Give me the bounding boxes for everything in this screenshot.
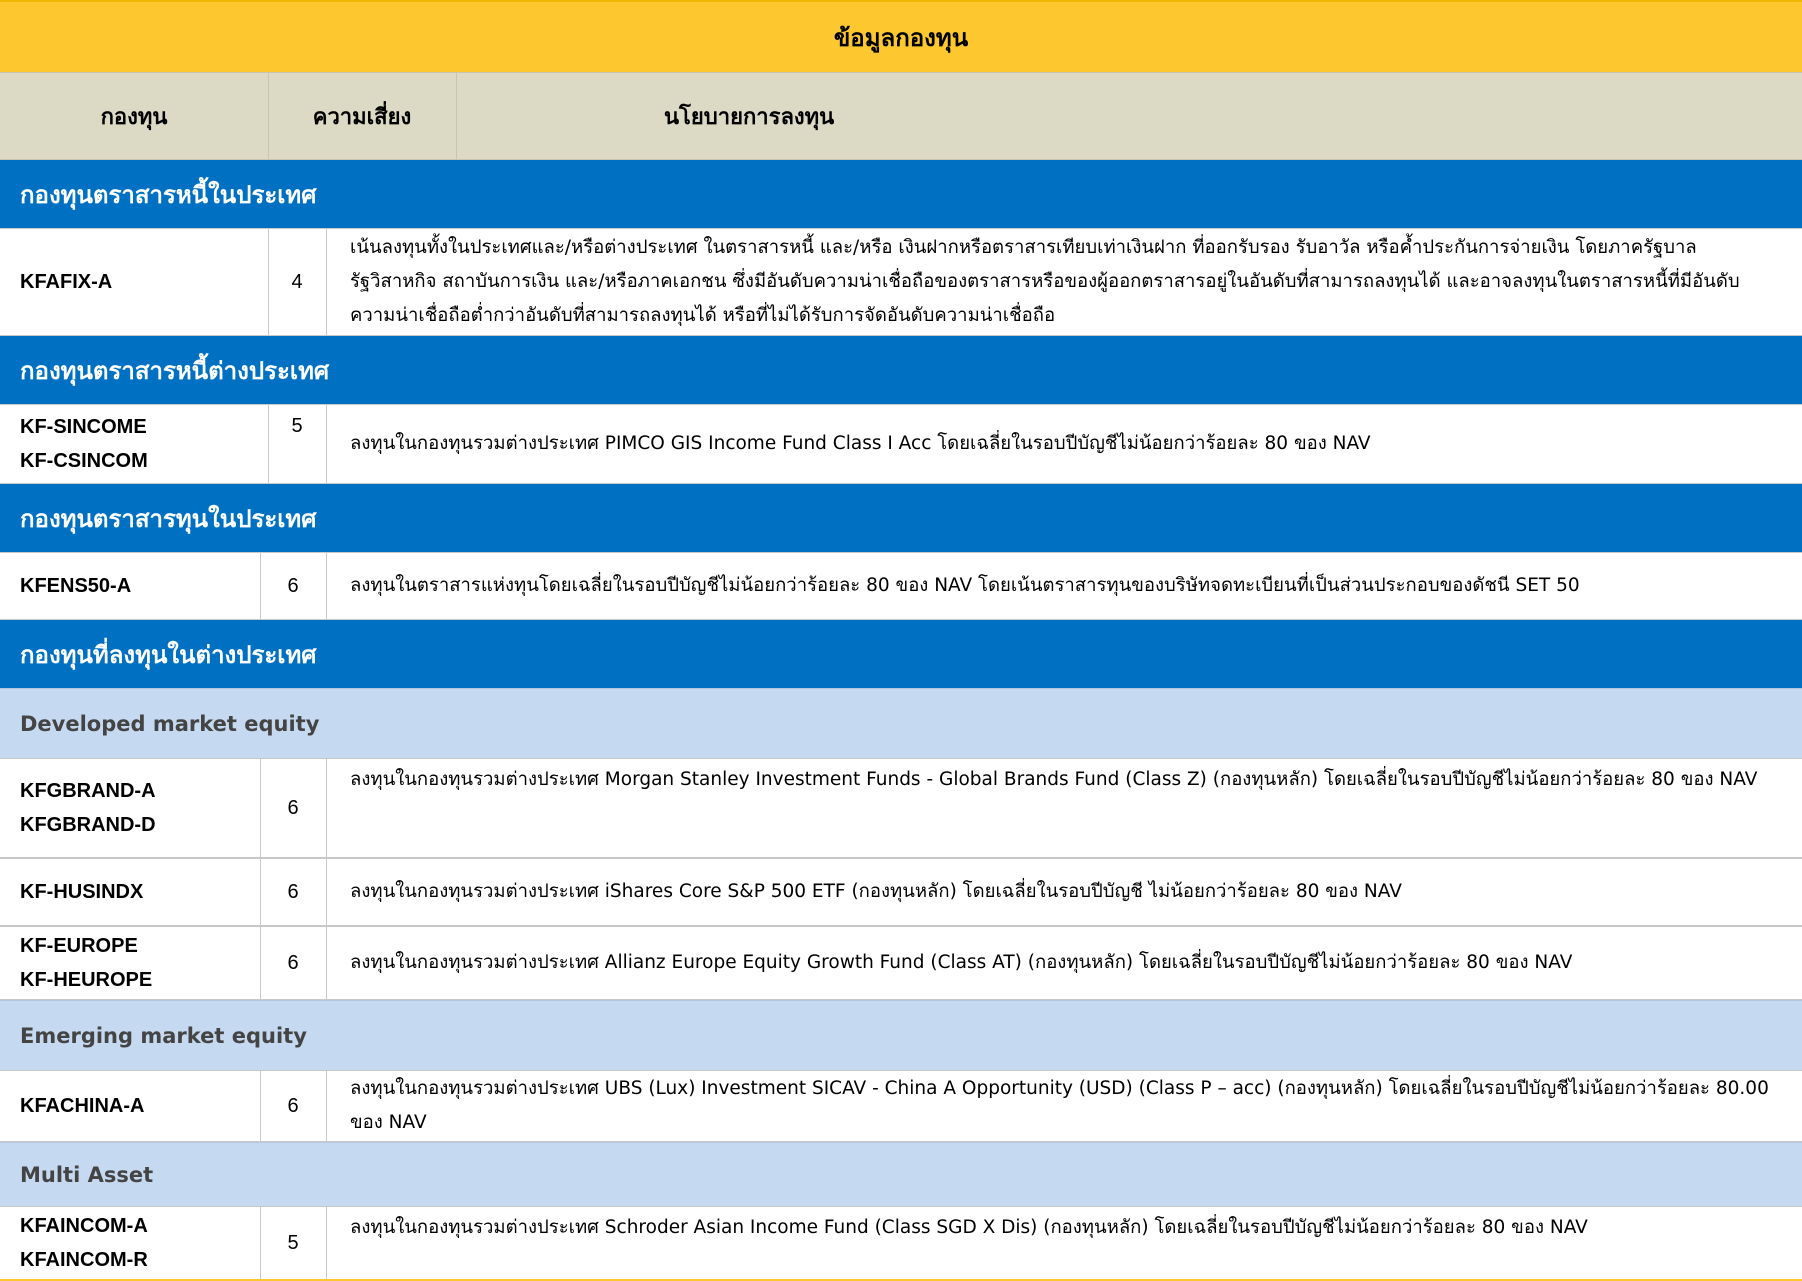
table-row [0,1070,1802,1142]
category-label: กองทุนที่ลงทุนในต่างประเทศ [20,640,317,669]
table-header [0,72,1802,160]
table-title-text: ข้อมูลกองทุน [833,23,969,52]
category-label: กองทุนตราสารหนี้ต่างประเทศ [20,356,330,385]
fund-code-cell [20,553,131,619]
fund-code: KF-CSINCOM [20,450,148,472]
table-row [0,404,1802,484]
policy-text: ลงทุนในกองทุนรวมต่างประเทศ Schroder Asian Income Fund (Class SGD X Dis) (กองทุนหลัก) โดยเฉลี่ยในรอบปีบัญชีไม่น้อยกว่าร้อยละ 80 ของ NAV [350,1217,1588,1238]
table-row [0,858,1802,926]
fund-code: KFGBRAND-D [20,814,156,836]
table-row [0,926,1802,1000]
fund-code: KF-HUSINDX [20,881,144,903]
risk-level: 6 [287,574,299,597]
cell-divider [326,1071,327,1141]
category-label: กองทุนตราสารหนี้ในประเทศ [20,180,317,209]
policy-text: ลงทุนในตราสารแห่งทุนโดยเฉลี่ยในรอบปีบัญชีไม่น้อยกว่าร้อยละ 80 ของ NAV โดยเน้นตราสารทุนของบริษัทจดทะเบียนที่เป็นส่วนประกอบของดัชนี SET 50 [350,575,1580,596]
risk-level: 5 [287,1231,299,1254]
policy-text: ลงทุนในกองทุนรวมต่างประเทศ Morgan Stanley Investment Funds - Global Brands Fund (Class Z) (กองทุนหลัก) โดยเฉลี่ยในรอบปีบัญชีไม่น้อยกว่าร้อยละ 80 ของ NAV [350,769,1758,790]
category-label: กองทุนตราสารทุนในประเทศ [20,504,317,533]
fund-code-cell [20,405,148,483]
table-row [0,552,1802,620]
cell-divider [326,553,327,619]
subcategory-emerging [0,1000,1802,1070]
header-divider [456,73,457,159]
subcategory-developed [0,688,1802,758]
risk-level: 6 [287,1094,299,1117]
category-foreign-investment [0,620,1802,688]
risk-level: 6 [287,796,299,819]
subcategory-label: Emerging market equity [20,1023,307,1048]
cell-divider [326,859,327,925]
fund-code: KFAFIX-A [20,271,113,293]
fund-code: KFGBRAND-A [20,780,156,802]
risk-level: 5 [291,415,303,437]
fund-code-cell [20,229,112,335]
fund-code-cell [20,759,156,857]
subcategory-multi-asset [0,1142,1802,1206]
category-domestic-debt [0,160,1802,228]
policy-text: เน้นลงทุนทั้งในประเทศและ/หรือต่างประเทศ ในตราสารหนี้ และ/หรือ เงินฝากหรือตราสารเทียบเท่าเงินฝาก ที่ออกรับรอง รับอาวัล หรือค้ำประกันการจ่ายเงิน โดยภาครัฐบาล รัฐวิสาหกิจ สถาบันการเงิน และ/หรือภาคเอกชน ซึ่งมีอันดับความน่าเชื่อถือของตราสารหรือของผู้ออกตราสารอยู่ในอันดับที่สามารถลงทุนได้ และอาจลงทุนในตราสารหนี้ที่มีอันดับความน่าเชื่อถือต่ำกว่าอันดับที่สามารถลงทุนได้ หรือที่ไม่ได้รับการจัดอันดับความน่าเชื่อถือ [350,237,1740,326]
table-row [0,228,1802,336]
subcategory-label: Multi Asset [20,1162,154,1187]
subcategory-label: Developed market equity [20,711,320,736]
category-domestic-equity [0,484,1802,552]
fund-code-cell [20,1071,144,1141]
header-risk: ความเสี่ยง [312,104,412,130]
fund-code-cell [20,859,143,925]
fund-code-cell [20,927,152,999]
cell-divider [326,229,327,335]
cell-divider [326,927,327,999]
fund-code: KFACHINA-A [20,1095,145,1117]
policy-text: ลงทุนในกองทุนรวมต่างประเทศ Allianz Europe Equity Growth Fund (Class AT) (กองทุนหลัก) โดยเฉลี่ยในรอบปีบัญชีไม่น้อยกว่าร้อยละ 80 ของ NAV [350,952,1573,973]
fund-code: KFENS50-A [20,575,132,597]
risk-level: 6 [287,880,299,903]
fund-code-cell [20,1207,148,1279]
table-row [0,758,1802,858]
cell-divider [326,405,327,483]
risk-level: 4 [291,270,303,293]
risk-level: 6 [287,951,299,974]
fund-code: KF-EUROPE [20,935,138,957]
policy-text: ลงทุนในกองทุนรวมต่างประเทศ UBS (Lux) Investment SICAV - China A Opportunity (USD) (Class P – acc) (กองทุนหลัก) โดยเฉลี่ยในรอบปีบัญชีไม่น้อยกว่าร้อยละ 80.00 ของ NAV [350,1078,1769,1133]
fund-code: KFAINCOM-R [20,1249,148,1271]
fund-code: KFAINCOM-A [20,1215,148,1237]
cell-divider [326,1207,327,1279]
header-fund: กองทุน [100,104,168,130]
policy-text: ลงทุนในกองทุนรวมต่างประเทศ iShares Core S&P 500 ETF (กองทุนหลัก) โดยเฉลี่ยในรอบปีบัญชี ไม่น้อยกว่าร้อยละ 80 ของ NAV [350,881,1402,902]
cell-divider [326,759,327,857]
category-foreign-debt [0,336,1802,404]
fund-code: KF-HEUROPE [20,969,153,991]
policy-text: ลงทุนในกองทุนรวมต่างประเทศ PIMCO GIS Income Fund Class I Acc โดยเฉลี่ยในรอบปีบัญชีไม่น้อยกว่าร้อยละ 80 ของ NAV [350,433,1371,454]
header-policy: นโยบายการลงทุน [664,104,835,130]
table-row [0,1206,1802,1280]
table-title [0,0,1802,72]
fund-code: KF-SINCOME [20,416,147,438]
